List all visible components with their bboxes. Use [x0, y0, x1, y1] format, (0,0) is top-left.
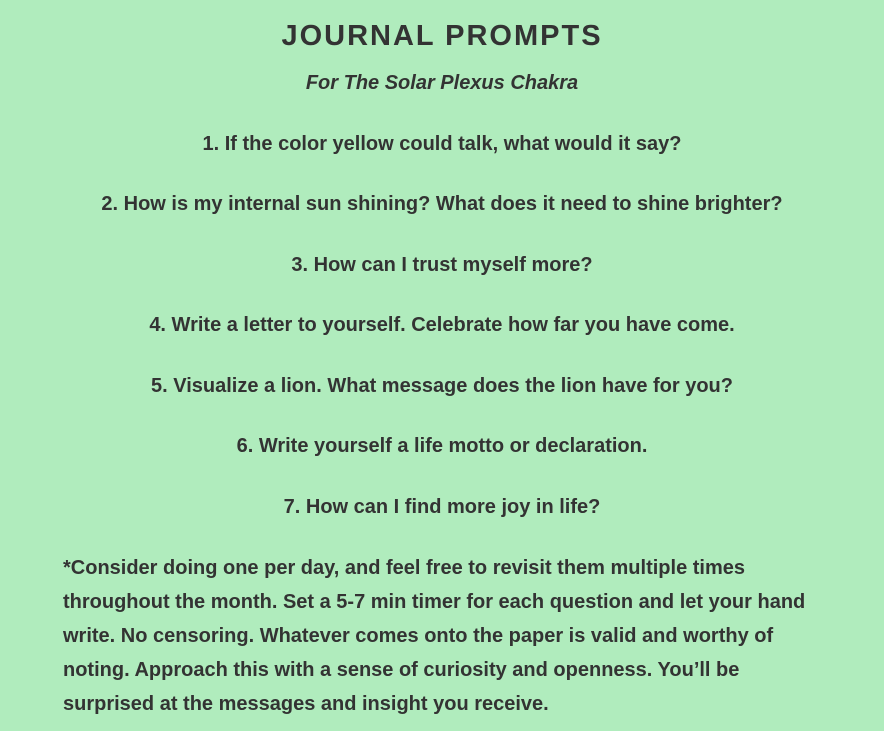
page-title: JOURNAL PROMPTS [281, 20, 603, 52]
prompt-item-3: 3. How can I trust myself more? [291, 254, 593, 276]
prompt-item-2: 2. How is my internal sun shining? What does it need to shine brighter? [101, 193, 783, 215]
prompt-item-4: 4. Write a letter to yourself. Celebrate how far you have come. [149, 314, 735, 336]
prompt-item-7: 7. How can I find more joy in life? [283, 496, 601, 518]
prompt-item-6: 6. Write yourself a life motto or declaration. [236, 435, 648, 457]
prompt-item-1: 1. If the color yellow could talk, what would it say? [202, 133, 682, 155]
page-subtitle: For The Solar Plexus Chakra [305, 72, 579, 94]
instructions-note: *Consider doing one per day, and feel free to revisit them multiple times throughout the month. Set a 5-7 min timer for each question and let your hand write. No censoring. Whatever comes onto the paper is valid and worthy of noting. Approach this with a sense of curiosity and openness. You’ll be surprised at the messages and insight you receive. [63, 557, 806, 715]
prompt-item-5: 5. Visualize a lion. What message does the lion have for you? [150, 375, 733, 397]
